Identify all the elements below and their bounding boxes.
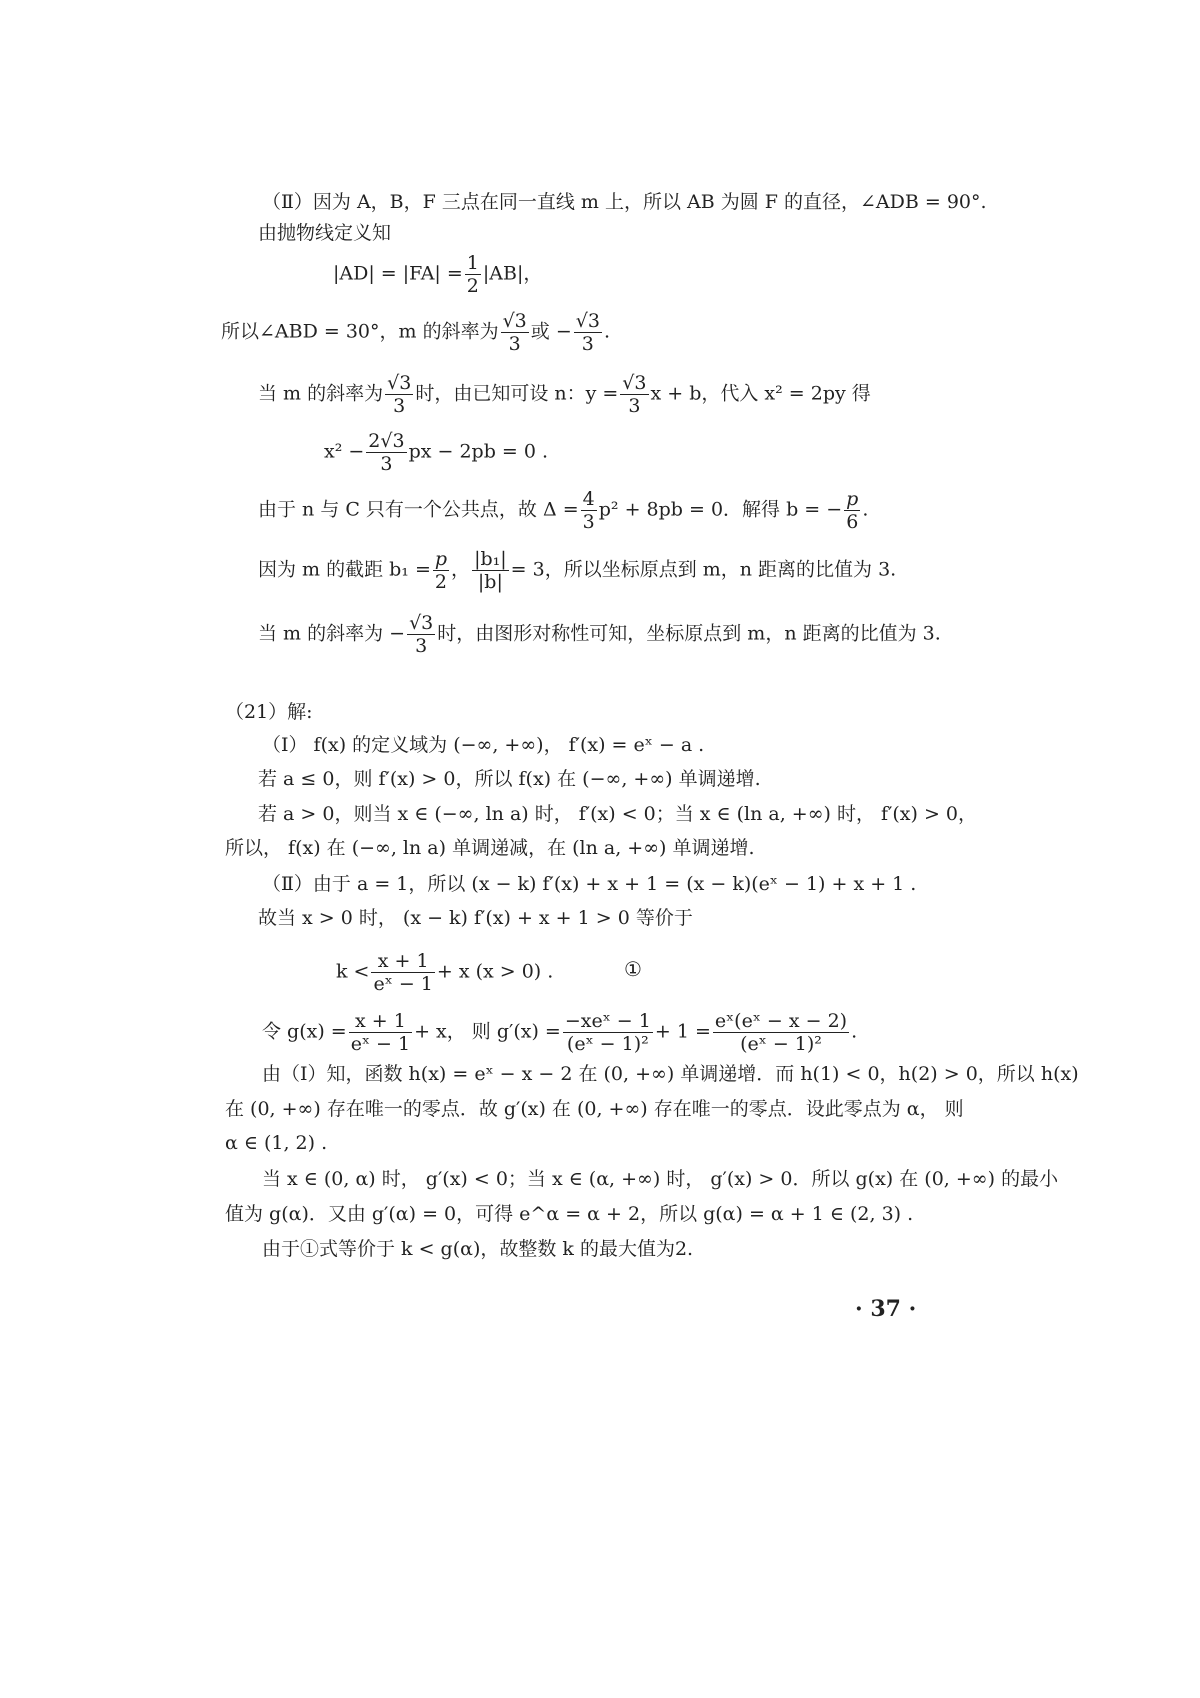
q21-line-5: （Ⅱ）由于 a = 1，所以 (x − k) f′(x) + x + 1 = (x − k)(eˣ − 1) + x + 1 . (262, 873, 917, 895)
part2-line-set-n: 当 m 的斜率为 $\frac{√3}{3}$ 时，由已知可设 n：y = $\frac{√3}{3}$ x + b，代入 x² = 2py 得 (258, 372, 871, 417)
fraction-sqrt3-3: $\frac{√3}{3}$ (622, 372, 647, 417)
eq1-left: |AD| = |FA| = (333, 262, 463, 285)
fraction-gprime-simplified: $\frac{\text{eˣ(eˣ − x − 2)}}{\text{(eˣ − 1)²}}$ (714, 1010, 848, 1055)
q21-line-12: 当 x ∈ (0, α) 时， g′(x) < 0；当 x ∈ (α, +∞) 时， g′(x) > 0．所以 g(x) 在 (0, +∞) 的最小 (262, 1168, 1059, 1190)
fraction-2sqrt3-3: $\frac{2√3}{3}$ (368, 430, 405, 475)
q21-line-14: 由于①式等价于 k < g(α)，故整数 k 的最大值为2. (262, 1238, 694, 1260)
fraction-p-2: $\frac{p}{2}$ (434, 548, 448, 593)
eq1-right: |AB|， (482, 262, 543, 285)
part2-line-symmetry: 当 m 的斜率为 − $\frac{√3}{3}$ 时，由图形对称性可知，坐标原点到 m，n 距离的比值为 3. (258, 612, 941, 657)
part2-line-intercept: 因为 m 的截距 b₁ = $\frac{p}{2}$ ， $\frac{\text{|b₁|}}{|b|}$ = 3，所以坐标原点到 m，n 距离的比值为 3. (258, 548, 897, 593)
fraction-sqrt3-3: $\frac{√3}{3}$ (409, 612, 434, 657)
fraction-sqrt3-3: $\frac{√3}{3}$ (502, 310, 527, 355)
q21-line-13: 值为 g(α)．又由 g′(α) = 0，可得 e^α = α + 2，所以 g(α) = α + 1 ∈ (2, 3) . (225, 1203, 914, 1225)
q21-heading: （21）解: (225, 701, 313, 723)
q21-line-4: 所以， f(x) 在 (−∞, ln a) 单调递减，在 (ln a, +∞) 单调递增. (225, 837, 755, 859)
page-number: · 37 · (855, 1296, 917, 1322)
q21-line-2: 若 a ≤ 0，则 f′(x) > 0，所以 f(x) 在 (−∞, +∞) 单调递增. (258, 768, 761, 790)
fraction-half: $\frac{1}{2}$ (466, 252, 479, 297)
part2-line-1: （Ⅱ）因为 A，B，F 三点在同一直线 m 上，所以 AB 为圆 F 的直径，∠ADB = 90°. (262, 191, 987, 213)
circled-one-marker: ① (624, 957, 642, 981)
q21-line-11: α ∈ (1, 2) . (225, 1132, 328, 1154)
part2-line-discriminant: 由于 n 与 C 只有一个公共点，故 Δ = $\frac{4}{3}$ p² + 8pb = 0．解得 b = − $\frac{p}{6}$ . (258, 488, 869, 533)
fraction-b1-b: $\frac{\text{|b₁|}}{|b|}$ (474, 548, 507, 593)
part2-line-2: 由抛物线定义知 (258, 222, 392, 244)
q21-line-3: 若 a > 0，则当 x ∈ (−∞, ln a) 时， f′(x) < 0；当 x ∈ (ln a, +∞) 时， f′(x) > 0， (258, 803, 978, 825)
fraction-sqrt3-3: $\frac{√3}{3}$ (575, 310, 600, 355)
q21-line-1: （Ⅰ） f(x) 的定义域为 (−∞, +∞)， f′(x) = eˣ − a . (262, 734, 705, 756)
fraction-p-6: $\frac{p}{6}$ (846, 488, 859, 533)
fraction-x1-ex1: $\frac{x + 1}{\text{eˣ − 1}}$ (350, 1010, 411, 1055)
q21-line-9: 由（Ⅰ）知，函数 h(x) = eˣ − x − 2 在 (0, +∞) 单调递增．而 h(1) < 0，h(2) > 0，所以 h(x) (262, 1063, 1079, 1085)
q21-line-6: 故当 x > 0 时， (x − k) f′(x) + x + 1 > 0 等价于 (258, 907, 693, 929)
fraction-gprime: −xeˣ − 1 (eˣ − 1)² (564, 1010, 651, 1055)
equation-ad-fa (333, 252, 542, 297)
equation-k-bound: k < $\frac{x + 1}{\text{eˣ − 1}}$ + x (x > 0) . (336, 950, 554, 995)
q21-line-10: 在 (0, +∞) 存在唯一的零点．故 g′(x) 在 (0, +∞) 存在唯一的零点．设此零点为 α， 则 (225, 1098, 964, 1120)
part2-line-slope: 所以∠ABD = 30°，m 的斜率为 $\frac{√3}{3}$ 或 − $\frac{√3}{3}$ . (221, 310, 610, 355)
fraction-x1-ex1: $\frac{x + 1}{\text{eˣ − 1}}$ (373, 950, 433, 995)
equation-quadratic: x² − $\frac{2√3}{3}$ px − 2pb = 0 . (324, 430, 549, 475)
fraction-sqrt3-3: $\frac{√3}{3}$ (387, 372, 412, 417)
equation-g-derivative: 令 g(x) = $\frac{x + 1}{\text{eˣ − 1}}$ + x， 则 g′(x) = −xeˣ − 1 (eˣ − 1)² + 1 = $\frac{\text{eˣ(eˣ − x − 2)}}{\text{(eˣ − 1)²}}$ . (262, 1010, 858, 1055)
fraction-4-3: $\frac{4}{3}$ (582, 488, 595, 533)
